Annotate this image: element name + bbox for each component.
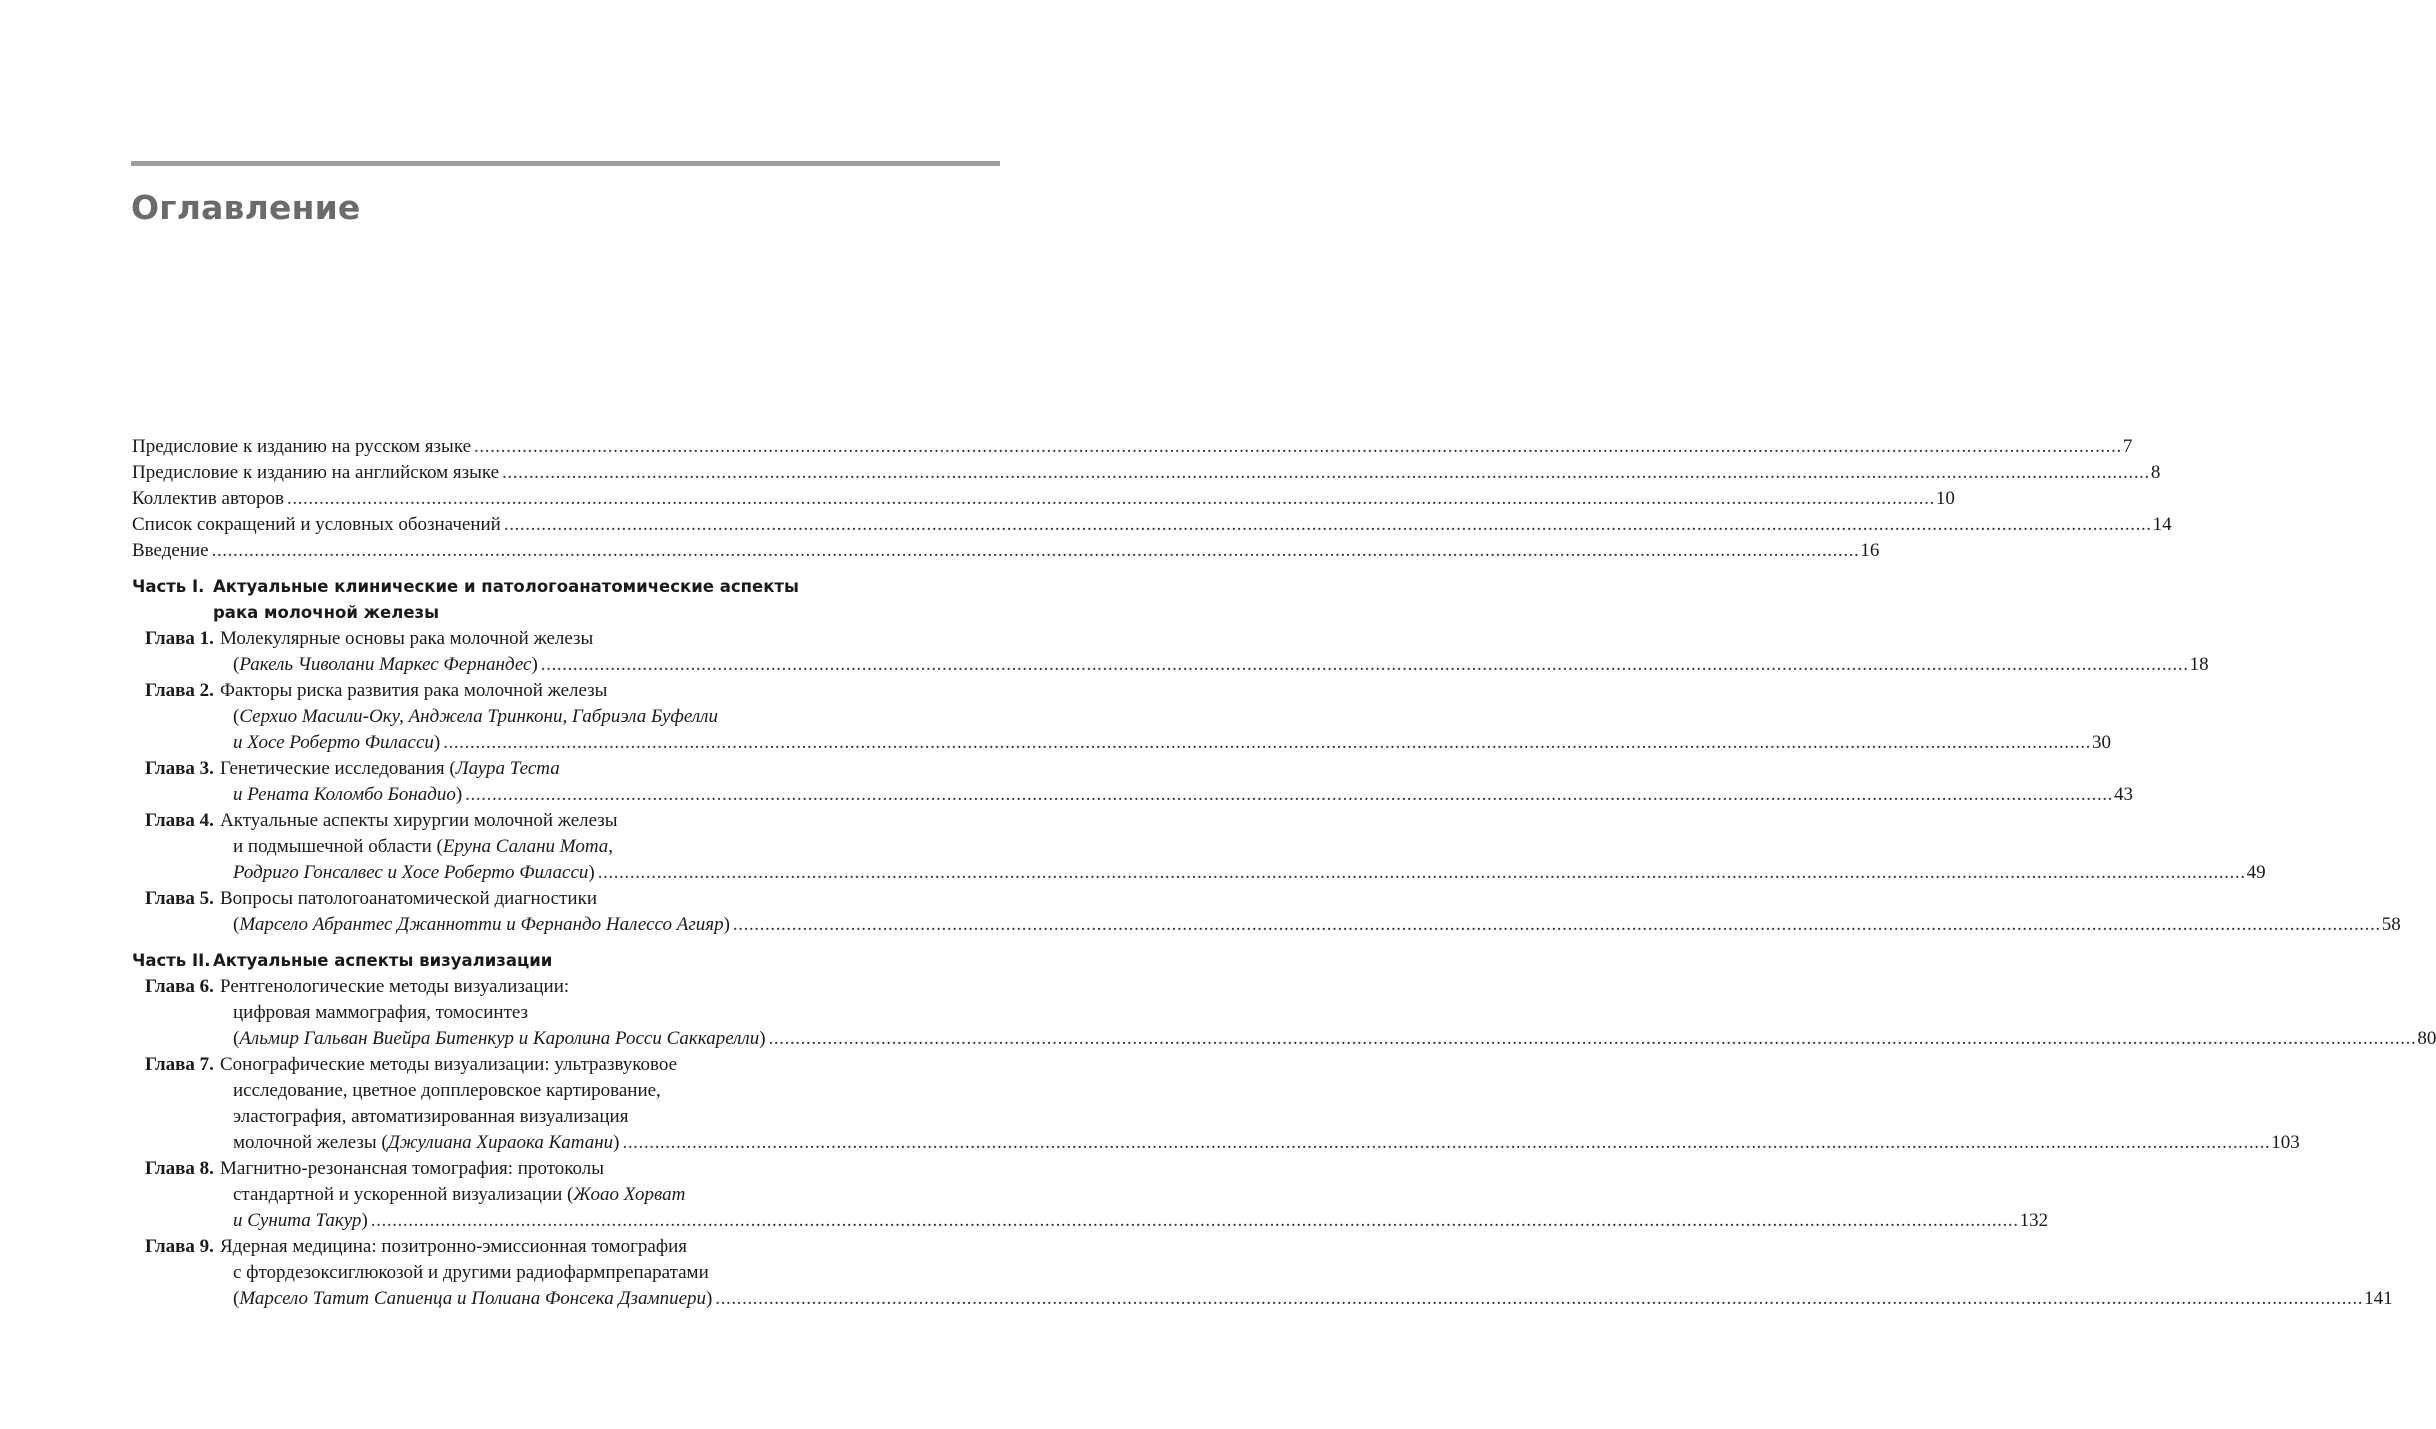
chapter-label: Глава 5. [145,888,214,909]
part-heading-2[interactable] [132,948,852,974]
chapter-authors: и Хосе Роберто Филасси [233,732,434,753]
part-label: Часть I. [132,577,205,596]
page-number: 18 [2189,654,2209,675]
chapter-authors: Ракель Чиволани Маркес Фернандес [239,654,532,675]
page-number: 58 [2381,914,2401,935]
toc-entry-chapter-4[interactable]: Глава 4. Актуальные аспекты хирургии молочной железы и подмышечной области (Еруна Салани Мота, Родриго Гонсалвес и Хосе Роберто Филасси) ..... 49 [132,808,852,886]
page-number: 7 [2122,436,2133,457]
toc-entry-chapter-1[interactable]: Глава 1. Молекулярные основы рака молочной железы (Ракель Чиволани Маркес Фернандес) ..... 18 [132,626,852,678]
page-number: 10 [1935,488,1955,509]
page-number: 103 [2271,1132,2300,1153]
toc-entry-chapter-7[interactable]: Глава 7. Сонографические методы визуализации: ультразвуковое исследование, цветное допплеровское картирование, эластография, автоматизированная визуализация молочной железы (Джулиана Хираока Катани) ..... 103 [132,1052,852,1156]
chapter-authors: Родриго Гонсалвес и Хосе Роберто Филасси [233,862,589,883]
toc-entry-abbreviations[interactable]: Список сокращений и условных обозначений ..... 14 [132,512,852,538]
page-number: 8 [2150,462,2161,483]
part-title: Актуальные аспекты визуализации [213,951,553,970]
chapter-authors: Альмир Гальван Виейра Битенкур и Каролина Росси Саккарелли [239,1028,760,1049]
toc-entry-foreword-russian[interactable]: Предисловие к изданию на русском языке ..... 7 [132,434,852,460]
chapter-authors: Джулиана Хираока Катани [387,1132,614,1153]
toc-entry-chapter-9[interactable]: Глава 9. Ядерная медицина: позитронно-эмиссионная томография с фтордезоксиглюкозой и другими радиофармпрепаратами (Марсело Татит Сапиенца и Полиана Фонсека Дзампиери) ..... 141 [132,1234,852,1312]
page-number: 132 [2019,1210,2049,1231]
chapter-authors: и Рената Коломбо Бонадио [233,784,456,805]
part-title: Актуальные клинические и патологоанатомические аспекты рака молочной железы [213,577,799,622]
page-number: 141 [2364,1288,2393,1309]
page-number: 30 [2092,732,2112,753]
table-of-contents [132,434,2436,1312]
toc-entry-introduction[interactable]: Введение ..... 16 [132,538,852,564]
chapter-label: Глава 1. [145,628,214,649]
page-number: 49 [2246,862,2266,883]
chapter-label: Глава 6. [145,976,214,997]
chapter-authors: Еруна Салани Мота, [442,836,614,857]
part-heading-1[interactable] [132,574,852,626]
chapter-label: Глава 8. [145,1158,214,1179]
chapter-authors: Марсело Абрантес Джаннотти и Фернандо Налессо Агияр [239,914,724,935]
part-label: Часть II. [132,951,211,970]
chapter-authors: Серхио Масили-Оку, Анджела Тринкони, Габриэла Буфелли [239,706,718,727]
toc-entry-chapter-6[interactable]: Глава 6. Рентгенологические методы визуализации: цифровая маммография, томосинтез (Альмир Гальван Виейра Битенкур и Каролина Росси Саккарелли) ..... 80 [132,974,852,1052]
page-number: 16 [1860,540,1880,561]
chapter-authors: и Сунита Такур [233,1210,362,1231]
chapter-label: Глава 9. [145,1236,214,1257]
toc-entry-authors[interactable]: Коллектив авторов ..... 10 [132,486,852,512]
toc-entry-chapter-2[interactable]: Глава 2. Факторы риска развития рака молочной железы (Серхио Масили-Оку, Анджела Тринкони, Габриэла Буфелли и Хосе Роберто Филасси) ..... 30 [132,678,852,756]
chapter-authors: Марсело Татит Сапиенца и Полиана Фонсека Дзампиери [239,1288,707,1309]
page-number: 80 [2417,1028,2436,1049]
chapter-label: Глава 4. [145,810,214,831]
top-rule [131,161,1000,166]
chapter-label: Глава 3. [145,758,214,779]
chapter-authors: Жоао Хорват [573,1184,686,1205]
page-title: Оглавление [131,188,361,227]
toc-entry-chapter-8[interactable]: Глава 8. Магнитно-резонансная томография: протоколы стандартной и ускоренной визуализации (Жоао Хорват и Сунита Такур) ..... 132 [132,1156,852,1234]
page-number: 14 [2152,514,2172,535]
toc-entry-chapter-3[interactable]: Глава 3. Генетические исследования (Лаура Теста и Рената Коломбо Бонадио) ..... 43 [132,756,852,808]
toc-entry-chapter-5[interactable]: Глава 5. Вопросы патологоанатомической диагностики (Марсело Абрантес Джаннотти и Фернандо Налессо Агияр) ..... 58 [132,886,852,938]
chapter-label: Глава 7. [145,1054,214,1075]
toc-entry-foreword-english[interactable]: Предисловие к изданию на английском языке ..... 8 [132,460,852,486]
page-number: 43 [2114,784,2134,805]
chapter-authors: Лаура Теста [455,758,560,779]
chapter-label: Глава 2. [145,680,214,701]
